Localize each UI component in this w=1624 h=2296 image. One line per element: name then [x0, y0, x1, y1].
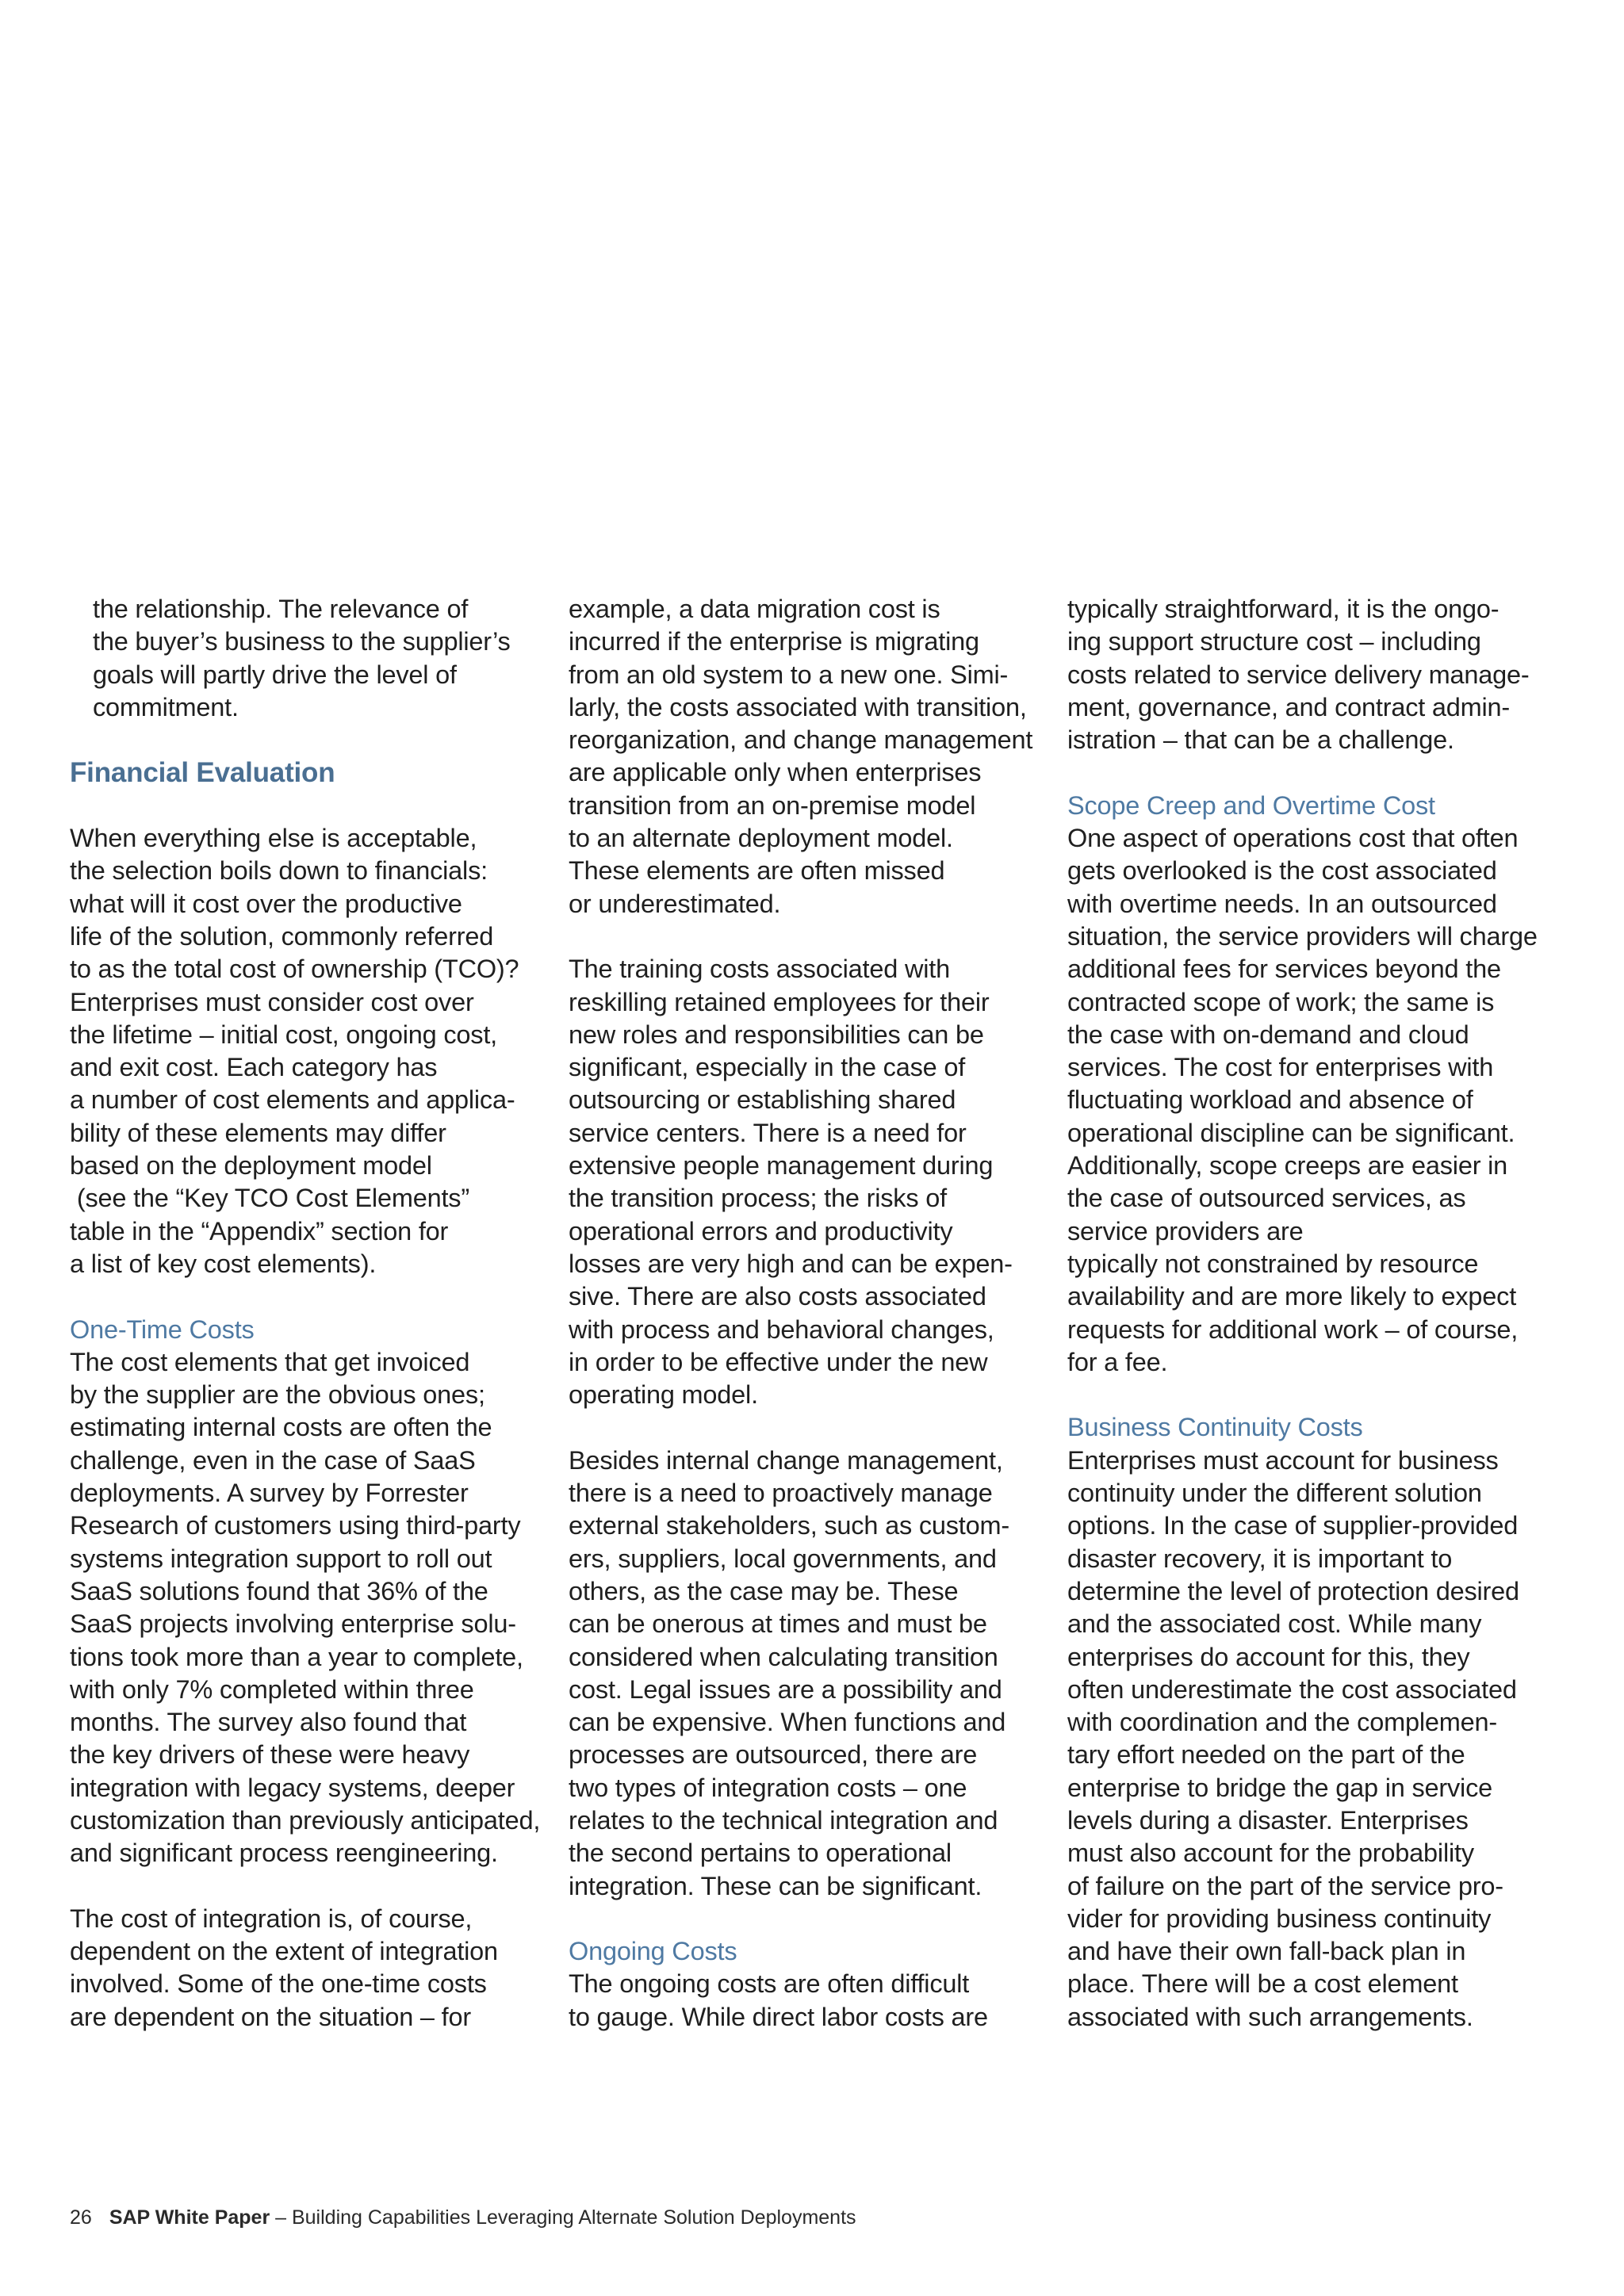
text-line: in order to be effective under the new	[569, 1347, 988, 1376]
text-line: Additionally, scope creeps are easier in	[1067, 1151, 1508, 1181]
text-line: processes are outsourced, there are	[569, 1740, 978, 1770]
paragraph	[1067, 1445, 1543, 2034]
text-line: estimating internal costs are often the	[70, 1413, 492, 1442]
text-line: from an old system to a new one. Simi-	[569, 660, 1009, 689]
footer-brand: SAP White Paper	[109, 2206, 270, 2229]
text-line: are applicable only when enterprises	[569, 758, 982, 787]
text-line: what will it cost over the productive	[70, 889, 462, 918]
text-line: the second pertains to operational	[569, 1839, 952, 1868]
text-line: determine the level of protection desired	[1067, 1576, 1519, 1605]
text-line: ment, governance, and contract admin-	[1067, 692, 1511, 721]
text-line: the case with on-demand and cloud	[1067, 1020, 1469, 1049]
text-line: The cost elements that get invoiced	[70, 1347, 470, 1376]
text-line: typically not constrained by resource	[1067, 1249, 1479, 1278]
text-line: and have their own fall-back plan in	[1067, 1937, 1466, 1966]
paragraph	[70, 822, 546, 1280]
text-line: Enterprises must consider cost over	[70, 987, 474, 1016]
paragraph	[569, 953, 1044, 1411]
text-line: incurred if the enterprise is migrating	[569, 627, 979, 656]
text-line: by the supplier are the obvious ones;	[70, 1380, 485, 1410]
footer-title: – Building Capabilities Leveraging Alternate Solution Deployments	[270, 2206, 856, 2229]
text-line: associated with such arrangements.	[1067, 2002, 1473, 2031]
text-line: losses are very high and can be expen-	[569, 1249, 1013, 1278]
text-line: integration with legacy systems, deeper	[70, 1773, 515, 1802]
text-line: a list of key cost elements).	[70, 1249, 377, 1278]
text-line: One aspect of operations cost that often	[1067, 824, 1519, 853]
text-line: operating model.	[569, 1380, 758, 1410]
paragraph-gap	[569, 920, 1044, 953]
text-line: bility of these elements may differ	[70, 1118, 446, 1147]
text-line: (see the “Key TCO Cost Elements”	[70, 1184, 469, 1213]
text-line: considered when calculating transition	[569, 1642, 998, 1671]
text-line: fluctuating workload and absence of	[1067, 1085, 1473, 1115]
text-line: When everything else is acceptable,	[70, 824, 477, 853]
section-heading: Financial Evaluation	[70, 757, 335, 789]
text-line: customization than previously anticipated,	[70, 1805, 541, 1835]
text-line: The training costs associated with	[569, 955, 950, 984]
text-line: service centers. There is a need for	[569, 1118, 967, 1147]
text-line: reorganization, and change management	[569, 725, 1033, 755]
text-line: options. In the case of supplier-provided	[1067, 1511, 1519, 1540]
paragraph	[70, 593, 546, 724]
text-line: for a fee.	[1067, 1347, 1168, 1376]
paragraph-gap	[70, 790, 546, 822]
text-line: operational errors and productivity	[569, 1216, 953, 1246]
text-line: requests for additional work – of course,	[1067, 1314, 1519, 1344]
text-line: the relationship. The relevance of	[93, 595, 469, 623]
text-line: and significant process reengineering.	[70, 1839, 498, 1868]
text-line: service providers are	[1067, 1216, 1304, 1246]
text-line: enterprises do account for this, they	[1067, 1642, 1470, 1671]
text-line: others, as the case may be. These	[569, 1576, 959, 1605]
subsection-heading: Scope Creep and Overtime Cost	[1067, 790, 1435, 820]
subsection-heading: Ongoing Costs	[569, 1937, 737, 1966]
text-line: extensive people management during	[569, 1151, 994, 1181]
text-line: outsourcing or establishing shared	[569, 1085, 956, 1115]
text-column-2	[569, 593, 1044, 2034]
text-line: additional fees for services beyond the	[1067, 955, 1501, 984]
text-line: deployments. A survey by Forrester	[70, 1479, 469, 1508]
paragraph	[1067, 593, 1543, 756]
text-line: services. The cost for enterprises with	[1067, 1053, 1494, 1082]
text-line: based on the deployment model	[70, 1151, 432, 1181]
text-line: involved. Some of the one-time costs	[70, 1969, 487, 1999]
text-line: to an alternate deployment model.	[569, 824, 953, 853]
page-number: 26	[70, 2206, 92, 2229]
text-line: vider for providing business continuity	[1067, 1904, 1492, 1933]
text-line: the buyer’s business to the supplier’s	[93, 627, 511, 656]
text-line: The cost of integration is, of course,	[70, 1904, 473, 1933]
text-line: with only 7% completed within three	[70, 1674, 474, 1704]
text-line: Besides internal change management,	[569, 1445, 1003, 1475]
text-line: The ongoing costs are often difficult	[569, 1969, 970, 1999]
text-line: cost. Legal issues are a possibility and	[569, 1674, 1002, 1704]
text-line: dependent on the extent of integration	[70, 1937, 498, 1966]
text-line: example, a data migration cost is	[569, 595, 940, 623]
paragraph	[569, 1445, 1044, 1903]
text-line: and exit cost. Each category has	[70, 1053, 438, 1082]
text-line: significant, especially in the case of	[569, 1053, 966, 1082]
paragraph-gap	[569, 1903, 1044, 1935]
text-line: Enterprises must account for business	[1067, 1445, 1499, 1475]
text-line: relates to the technical integration and	[569, 1805, 998, 1835]
paragraph-gap	[70, 724, 546, 756]
text-line: the selection boils down to financials:	[70, 856, 488, 886]
text-line: ers, suppliers, local governments, and	[569, 1544, 997, 1573]
text-line: contracted scope of work; the same is	[1067, 987, 1495, 1016]
text-line: SaaS projects involving enterprise solu-	[70, 1609, 516, 1639]
text-line: the key drivers of these were heavy	[70, 1740, 470, 1770]
text-line: challenge, even in the case of SaaS	[70, 1445, 476, 1475]
text-line: are dependent on the situation – for	[70, 2002, 471, 2031]
text-line: operational discipline can be significant.	[1067, 1118, 1515, 1147]
text-line: can be onerous at times and must be	[569, 1609, 987, 1639]
text-line: tions took more than a year to complete,	[70, 1642, 523, 1671]
paragraph	[569, 593, 1044, 920]
paragraph-gap	[1067, 1379, 1543, 1411]
text-line: a number of cost elements and applica-	[70, 1085, 515, 1115]
text-line: SaaS solutions found that 36% of the	[70, 1576, 488, 1605]
text-line: integration. These can be significant.	[569, 1871, 982, 1900]
paragraph	[569, 1968, 1044, 2034]
text-line: can be expensive. When functions and	[569, 1708, 1006, 1737]
text-line: systems integration support to roll out	[70, 1544, 492, 1573]
text-line: These elements are often missed	[569, 856, 945, 886]
text-line: life of the solution, commonly referred	[70, 921, 494, 951]
text-line: availability and are more likely to expect	[1067, 1282, 1517, 1311]
text-line: gets overlooked is the cost associated	[1067, 856, 1497, 886]
paragraph-gap	[70, 1870, 546, 1903]
text-line: istration – that can be a challenge.	[1067, 725, 1454, 755]
page-footer	[70, 2206, 856, 2229]
text-line: sive. There are also costs associated	[569, 1282, 986, 1311]
text-line: often underestimate the cost associated	[1067, 1674, 1517, 1704]
text-line: transition from an on-premise model	[569, 790, 976, 820]
text-line: with overtime needs. In an outsourced	[1067, 889, 1497, 918]
text-line: must also account for the probability	[1067, 1839, 1474, 1868]
text-column-3	[1067, 593, 1543, 2034]
paragraph	[70, 1346, 546, 1870]
text-line: enterprise to bridge the gap in service	[1067, 1773, 1492, 1802]
text-line: and the associated cost. While many	[1067, 1609, 1482, 1639]
text-line: the transition process; the risks of	[569, 1184, 947, 1213]
text-line: goals will partly drive the level of	[93, 660, 457, 689]
paragraph	[70, 1903, 546, 2034]
text-line: commitment.	[93, 692, 239, 721]
paragraph-gap	[1067, 756, 1543, 789]
paragraph-gap	[569, 1411, 1044, 1444]
paragraph-gap	[70, 1280, 546, 1313]
text-line: tary effort needed on the part of the	[1067, 1740, 1465, 1770]
text-line: to gauge. While direct labor costs are	[569, 2002, 988, 2031]
paragraph	[1067, 822, 1543, 1379]
text-line: costs related to service delivery manage-	[1067, 660, 1530, 689]
text-line: months. The survey also found that	[70, 1708, 467, 1737]
subsection-heading: Business Continuity Costs	[1067, 1413, 1363, 1442]
text-line: to as the total cost of ownership (TCO)?	[70, 955, 519, 984]
text-line: situation, the service providers will charge	[1067, 921, 1538, 951]
text-line: with coordination and the complemen-	[1067, 1708, 1497, 1737]
text-line: with process and behavioral changes,	[569, 1314, 994, 1344]
text-line: disaster recovery, it is important to	[1067, 1544, 1453, 1573]
text-line: ing support structure cost – including	[1067, 627, 1481, 656]
text-column-1	[70, 593, 546, 2034]
subsection-heading: One-Time Costs	[70, 1314, 255, 1344]
text-line: continuity under the different solution	[1067, 1479, 1482, 1508]
text-line: table in the “Appendix” section for	[70, 1216, 449, 1246]
text-line: the lifetime – initial cost, ongoing cost,	[70, 1020, 497, 1049]
text-line: place. There will be a cost element	[1067, 1969, 1458, 1999]
text-line: larly, the costs associated with transition,	[569, 692, 1027, 721]
text-line: levels during a disaster. Enterprises	[1067, 1805, 1469, 1835]
text-line: there is a need to proactively manage	[569, 1479, 993, 1508]
text-line: external stakeholders, such as custom-	[569, 1511, 1009, 1540]
text-line: typically straightforward, it is the ongo-	[1067, 595, 1500, 623]
text-line: new roles and responsibilities can be	[569, 1020, 984, 1049]
text-line: the case of outsourced services, as	[1067, 1184, 1466, 1213]
text-line: of failure on the part of the service pro-	[1067, 1871, 1503, 1900]
text-line: two types of integration costs – one	[569, 1773, 967, 1802]
text-line: reskilling retained employees for their	[569, 987, 990, 1016]
text-line: or underestimated.	[569, 889, 781, 918]
text-line: Research of customers using third-party	[70, 1511, 521, 1540]
